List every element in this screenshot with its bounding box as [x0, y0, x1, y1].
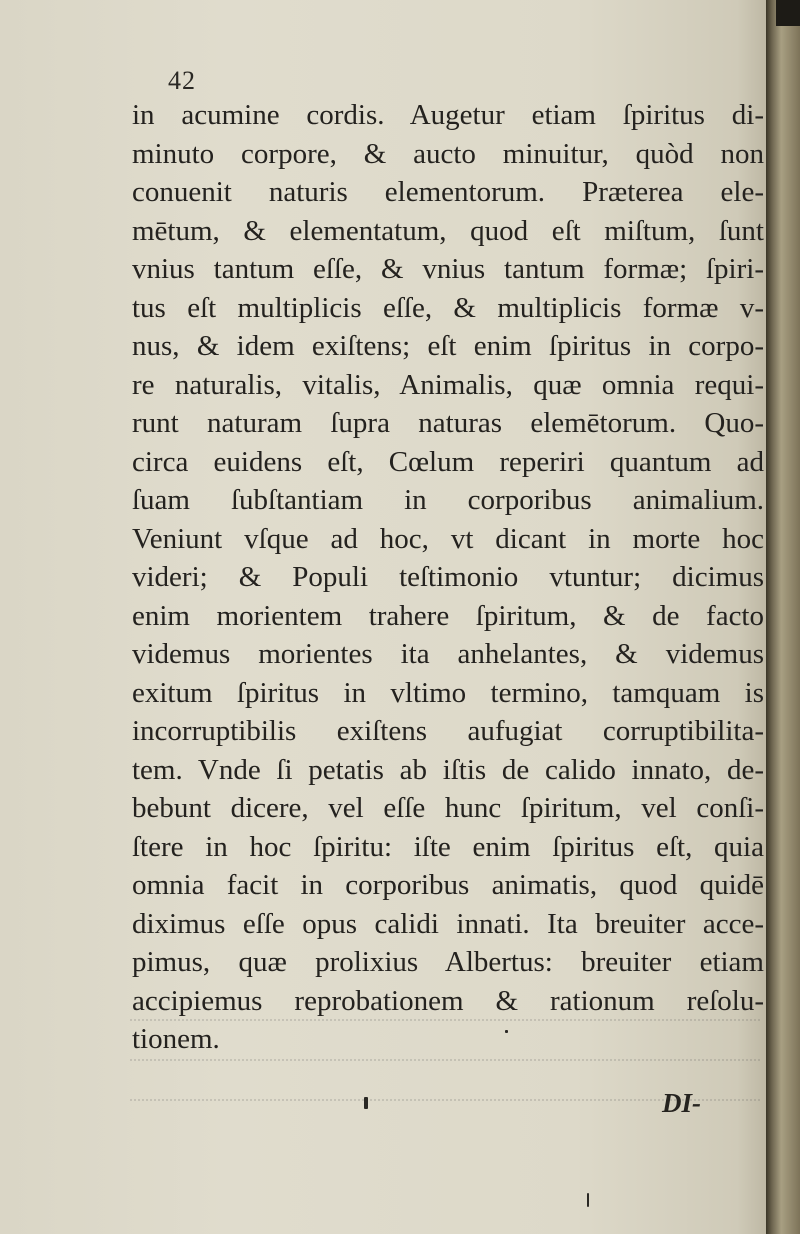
text-line: bebunt dicere, vel eſſe hunc ſpiritum, vel conſi- [132, 792, 764, 824]
text-line: tionem. [132, 1023, 220, 1055]
text-line: Veniunt vſque ad hoc, vt dicant in morte hoc [132, 522, 764, 555]
page-number: 42 [168, 66, 196, 95]
text-line: mētum, & elementatum, quod eſt miſtum, ſunt [132, 214, 764, 247]
text-line: exitum ſpiritus in vltimo termino, tamquam is [132, 676, 764, 709]
catchword: DI- [662, 1088, 701, 1118]
text-line: runt naturam ſupra naturas elemētorum. Quo- [132, 407, 764, 439]
text-line: vnius tantum eſſe, & vnius tantum formæ; ſpiri- [132, 253, 764, 285]
text-line: enim morientem trahere ſpiritum, & de facto [132, 599, 764, 632]
text-line: tem. Vnde ſi petatis ab iſtis de calido innato, de- [132, 753, 764, 786]
text-line: nus, & idem exiſtens; eſt enim ſpiritus in corpo- [132, 330, 764, 362]
text-line: ſtere in hoc ſpiritu: iſte enim ſpiritus eſt, quia [132, 830, 764, 863]
book-fore-edge [766, 0, 800, 1234]
ink-speck [587, 1193, 589, 1207]
text-line: tus eſt multiplicis eſſe, & multiplicis formæ v- [132, 291, 764, 324]
body-text [132, 96, 764, 1059]
ink-speck [364, 1097, 368, 1109]
text-line: videri; & Populi teſtimonio vtuntur; dicimus [132, 561, 764, 593]
text-line: accipiemus reprobationem & rationum reſolu- [132, 984, 764, 1017]
text-line: in acumine cordis. Augetur etiam ſpiritus di- [132, 99, 764, 131]
text-line: diximus eſſe opus calidi innati. Ita breuiter acce- [132, 907, 764, 940]
text-line: videmus morientes ita anhelantes, & videmus [132, 638, 764, 670]
text-line: omnia facit in corporibus animatis, quod quidē [132, 869, 764, 901]
text-line: pimus, quæ prolixius Albertus: breuiter etiam [132, 946, 764, 978]
scan-corner-shadow [776, 0, 800, 26]
text-line: circa euidens eſt, Cœlum reperiri quantum ad [132, 445, 764, 478]
text-line: re naturalis, vitalis, Animalis, quæ omnia requi- [132, 368, 764, 401]
text-line: minuto corpore, & aucto minuitur, quòd non [132, 137, 764, 170]
ink-speck [505, 1030, 508, 1033]
text-line: conuenit naturis elementorum. Præterea ele- [132, 176, 764, 208]
text-line: ſuam ſubſtantiam in corporibus animalium. [132, 484, 764, 516]
text-line: incorruptibilis exiſtens aufugiat corruptibilita- [132, 715, 764, 747]
